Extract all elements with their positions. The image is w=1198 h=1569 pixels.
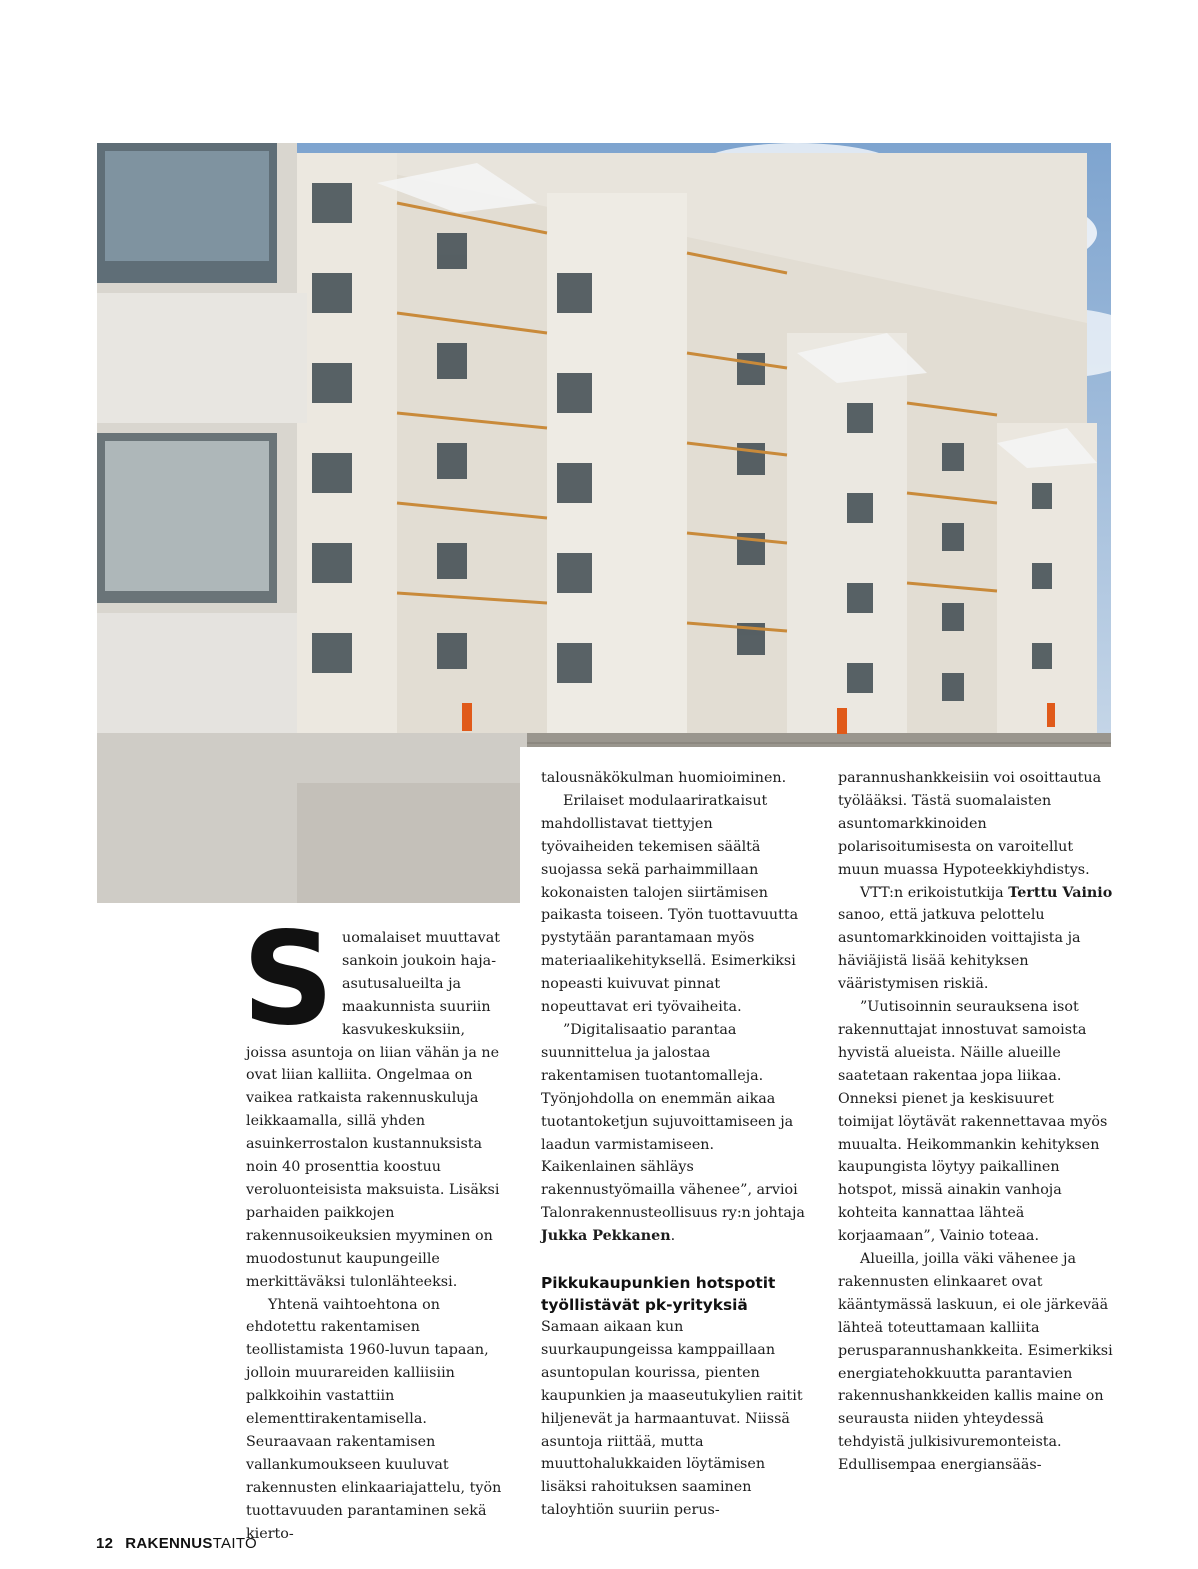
person-name: Jukka Pekkanen bbox=[541, 1228, 671, 1245]
paragraph: uomalaiset muuttavat sankoin joukoin haja-asutusalueilta ja maakunnista suuriin kasvukeskuksiin, joissa asuntoja on liian vähän ja ne ovat liian kalliita. Ongelmaa on vaikea ratkaista rakennuskuluja leikkaamalla, sillä yhden asuinkerrostalon kustannuksista noin 40 prosenttia koostuu veroluonteisista maksuista. Lisäksi parhaiden paikkojen rakennusoikeuksien myyminen on muodostunut kaupungeille merkittäväksi tulonlähteeksi. bbox=[246, 930, 500, 1290]
text: sanoo, että jatkuva pelottelu asuntomarkkinoiden voittajista ja häviäjistä lisää kehityksen vääristymisen riskiä. bbox=[838, 907, 1081, 993]
paragraph: ”Uutisoinnin seurauksena isot rakennuttajat innostuvat samoista hyvistä alueista. Näille alueille saatetaan rakentaa jopa liikaa. Onneksi pienet ja keskisuuret toimijat löytävät rakennettavaa myös muualta. Heikommankin kehityksen kaupungista löytyy paikallinen hotspot, missä ainakin vanhoja kohteita kannattaa lähteä korjaamaan”, Vainio toteaa. bbox=[838, 999, 1108, 1245]
magazine-name-bold: RAKENNUS bbox=[125, 1535, 213, 1552]
article-column-1 bbox=[242, 905, 508, 1545]
paragraph: Yhtenä vaihtoehtona on ehdotettu rakentamisen teollistamista 1960-luvun tapaan, jolloin muurareiden kalliisiin palkkoihin vastattiin elementtirakentamisella. Seuraavaan rakentamisen vallankumoukseen kuuluvat rakennusten elinkaariajattelu, työn tuottavuuden parantaminen sekä kierto- bbox=[246, 1296, 502, 1542]
period: . bbox=[670, 1228, 676, 1245]
page-number: 12 bbox=[96, 1535, 114, 1552]
paragraph: Alueilla, joilla väki vähenee ja rakennusten elinkaaret ovat kääntymässä laskuun, ei ole järkevää lähteä toteuttamaan kalliita perusparannushankkeita. Esimerkiksi energiatehokkuutta parantavien rakennushankkeiden kallis maine on seurausta niiden yhteydessä tehdyistä julkisivuremonteista. Edullisempaa energiansääs- bbox=[838, 1251, 1113, 1474]
subheading: Pikkukaupunkien hotspotit työllistävät pk-yrityksiä bbox=[541, 1274, 776, 1315]
paragraph: Samaan aikaan kun suurkaupungeissa kamppaillaan asuntopulan kourissa, pienten kaupunkien ja maaseutukylien raitit hiljenevät ja harmaantuvat. Niissä asuntoja riittää, mutta muuttohalukkaiden löytämisen lisäksi rahoituksen saaminen taloyhtiön suuriin perus- bbox=[541, 1319, 803, 1519]
magazine-name-light: TAITO bbox=[212, 1535, 257, 1552]
paragraph: talousnäkökulman huomioiminen. bbox=[541, 770, 787, 786]
paragraph bbox=[838, 882, 1113, 997]
paragraph: parannushankkeisiin voi osoittautua työlääksi. Tästä suomalaisten asuntomarkkinoiden polarisoitumisesta on varoitellut muun muassa Hypoteekkiyhdistys. bbox=[838, 770, 1102, 878]
drop-cap: S bbox=[242, 905, 335, 1054]
article-column-3 bbox=[838, 767, 1113, 1477]
page-footer bbox=[96, 1535, 257, 1552]
paragraph: Erilaiset modulaariratkaisut mahdollistavat tiettyjen työvaiheiden tekemisen säältä suojassa sekä parhaimmillaan kokonaisten talojen siirtämisen paikasta toiseen. Työn tuottavuutta pystytään parantamaan myös materiaalikehityksellä. Esimerkiksi nopeasti kuivuvat pinnat nopeuttavat eri työvaiheita. bbox=[541, 792, 799, 1016]
text: VTT:n erikoistutkija bbox=[860, 884, 1004, 901]
article-column-2 bbox=[541, 767, 806, 1522]
person-name: Terttu Vainio bbox=[1008, 884, 1113, 901]
quote-text: ”Digitalisaatio parantaa suunnittelua ja jalostaa rakentamisen tuotantomalleja. Työnjohdolla on enemmän aikaa tuotantoketjun sujuvoittamiseen ja laadun varmistamiseen. Kaikenlainen sähläys rakennustyömailla vähenee”, arvioi Talonrakennusteollisuus ry:n johtaja bbox=[541, 1021, 805, 1222]
paragraph bbox=[541, 1019, 806, 1248]
